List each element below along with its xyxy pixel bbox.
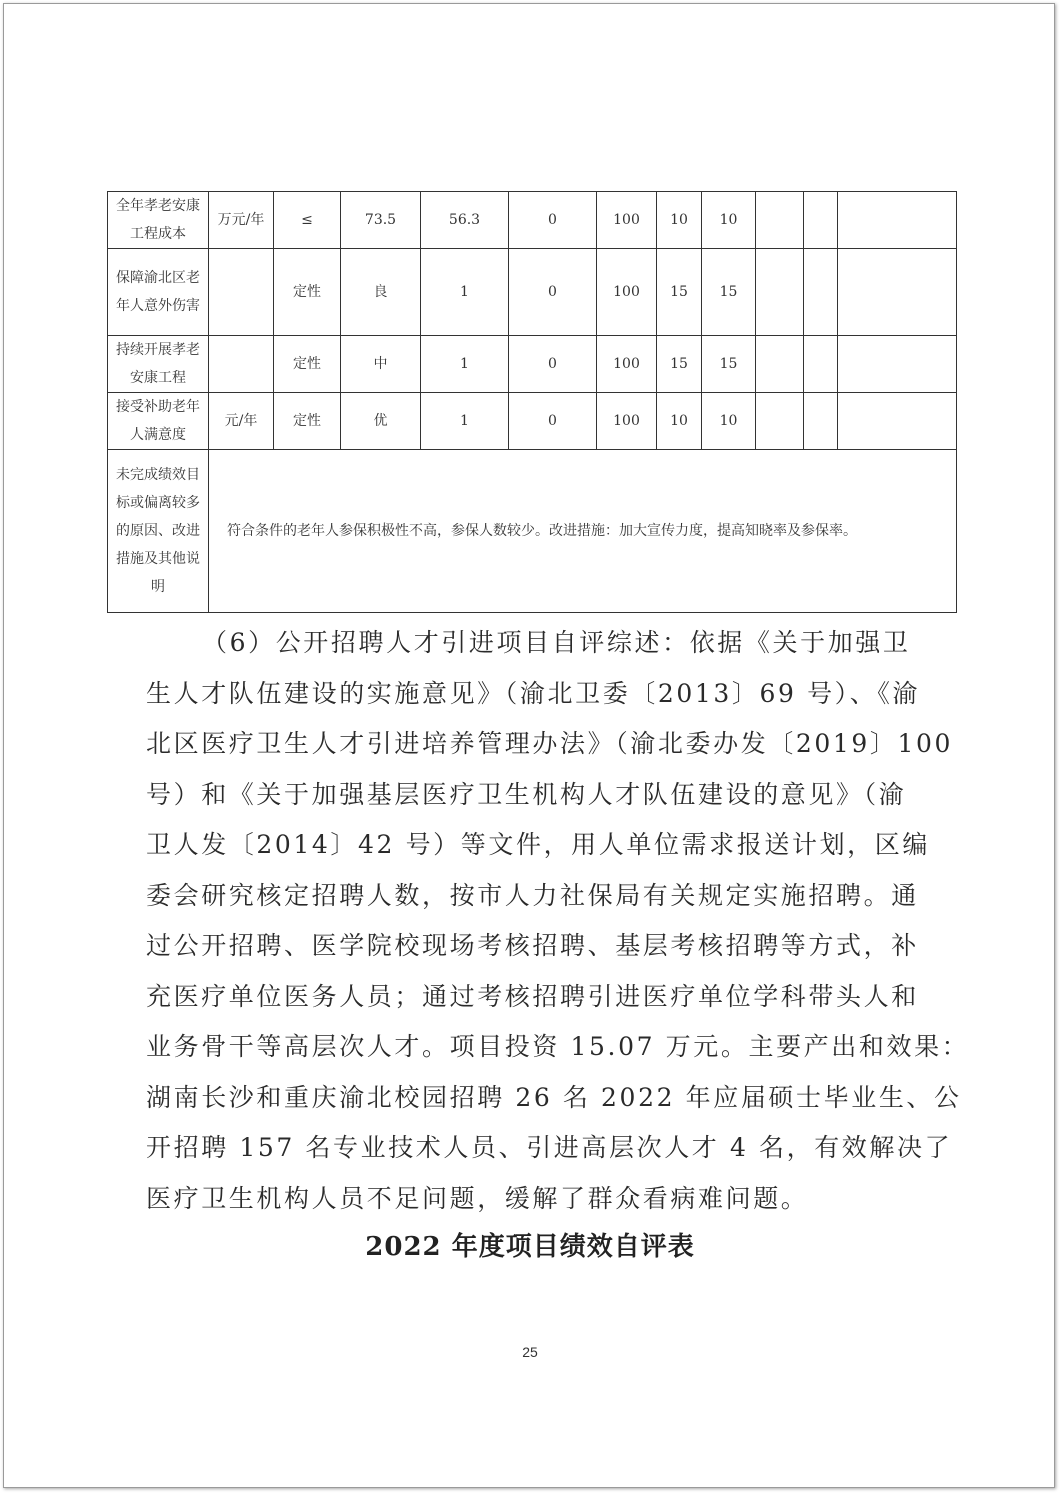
body-line: 号）和《关于加强基层医疗卫生机构人才队伍建设的意见》（渝 bbox=[146, 779, 907, 809]
table-cell-name: 保障渝北区老年人意外伤害 bbox=[108, 249, 209, 336]
table-cell-c5: 0 bbox=[509, 393, 597, 450]
table-cell-c6: 100 bbox=[597, 249, 657, 336]
table-cell-c6: 100 bbox=[597, 336, 657, 393]
note-label: 未完成绩效目标或偏离较多的原因、改进措施及其他说明 bbox=[108, 450, 209, 613]
table-cell-actual: 56.3 bbox=[421, 192, 509, 249]
body-line: 湖南长沙和重庆渝北校园招聘 26 名 2022 年应届硕士毕业生、公 bbox=[146, 1082, 962, 1112]
body-line: 医疗卫生机构人员不足问题，缓解了群众看病难问题。 bbox=[146, 1183, 809, 1213]
table-cell-c7: 10 bbox=[657, 393, 702, 450]
table-row-note bbox=[108, 450, 957, 613]
table-cell-unit bbox=[209, 249, 274, 336]
table-cell-op: 定性 bbox=[274, 393, 341, 450]
body-line: 卫人发〔2014〕42 号）等文件，用人单位需求报送计划，区编 bbox=[146, 830, 930, 859]
table-cell-unit: 万元/年 bbox=[209, 192, 274, 249]
table-cell-name: 持续开展孝老安康工程 bbox=[108, 336, 209, 393]
body-line: 过公开招聘、医学院校现场考核招聘、基层考核招聘等方式，补 bbox=[146, 931, 919, 960]
table-cell-name: 接受补助老年人满意度 bbox=[108, 393, 209, 450]
table-cell-c10 bbox=[804, 192, 838, 249]
table-cell-c9 bbox=[756, 393, 804, 450]
table-body bbox=[108, 192, 957, 613]
table-cell-c7: 15 bbox=[657, 336, 702, 393]
table-cell-name: 全年孝老安康工程成本 bbox=[108, 192, 209, 249]
table-cell-c7: 15 bbox=[657, 249, 702, 336]
table-cell-c7: 10 bbox=[657, 192, 702, 249]
table-cell-actual: 1 bbox=[421, 393, 509, 450]
table-cell-c9 bbox=[756, 336, 804, 393]
table-cell-c8: 10 bbox=[702, 393, 756, 450]
table-cell-target: 良 bbox=[341, 249, 421, 336]
body-line: 北区医疗卫生人才引进培养管理办法》（渝北委办发〔2019〕100 bbox=[146, 729, 954, 758]
table-cell-actual: 1 bbox=[421, 249, 509, 336]
body-line: 业务骨干等高层次人才。项目投资 15.07 万元。主要产出和效果： bbox=[146, 1032, 970, 1061]
table-cell-target: 中 bbox=[341, 336, 421, 393]
page-number: 25 bbox=[522, 1344, 538, 1360]
table-cell-c5: 0 bbox=[509, 336, 597, 393]
table-cell-target: 优 bbox=[341, 393, 421, 450]
body-line: 充医疗单位医务人员；通过考核招聘引进医疗单位学科带头人和 bbox=[146, 981, 919, 1011]
body-line: （6）公开招聘人才引进项目自评综述：依据《关于加强卫 bbox=[202, 628, 911, 657]
section-title: 2022 年度项目绩效自评表 bbox=[365, 1232, 695, 1262]
body-line: 生人才队伍建设的实施意见》（渝北卫委〔2013〕69 号）、《渝 bbox=[146, 678, 921, 708]
table-cell-c8: 10 bbox=[702, 192, 756, 249]
table-cell-op: 定性 bbox=[274, 336, 341, 393]
table-cell-unit: 元/年 bbox=[209, 393, 274, 450]
table-cell-op: ≤ bbox=[274, 192, 341, 249]
note-text: 符合条件的老年人参保积极性不高，参保人数较少。改进措施：加大宣传力度，提高知晓率及参保率。 bbox=[209, 450, 957, 613]
table-cell-c10 bbox=[804, 249, 838, 336]
table-cell-op: 定性 bbox=[274, 249, 341, 336]
table-row bbox=[108, 192, 957, 249]
table-cell-c8: 15 bbox=[702, 249, 756, 336]
table-cell-c11 bbox=[838, 336, 957, 393]
table-cell-c11 bbox=[838, 192, 957, 249]
document-page bbox=[3, 3, 1055, 1488]
table-cell-c11 bbox=[838, 393, 957, 450]
table-cell-c6: 100 bbox=[597, 393, 657, 450]
performance-table bbox=[107, 191, 957, 613]
table-cell-target: 73.5 bbox=[341, 192, 421, 249]
table-cell-c10 bbox=[804, 336, 838, 393]
table-cell-c8: 15 bbox=[702, 336, 756, 393]
table-cell-actual: 1 bbox=[421, 336, 509, 393]
table-cell-c5: 0 bbox=[509, 192, 597, 249]
table-row bbox=[108, 393, 957, 450]
table-cell-c11 bbox=[838, 249, 957, 336]
body-line: 委会研究核定招聘人数，按市人力社保局有关规定实施招聘。通 bbox=[146, 880, 919, 910]
table-row bbox=[108, 249, 957, 336]
table-cell-c9 bbox=[756, 249, 804, 336]
table-cell-c5: 0 bbox=[509, 249, 597, 336]
table-cell-c9 bbox=[756, 192, 804, 249]
body-line: 开招聘 157 名专业技术人员、引进高层次人才 4 名，有效解决了 bbox=[146, 1133, 953, 1162]
table-cell-unit bbox=[209, 336, 274, 393]
body-paragraph bbox=[146, 618, 970, 1224]
table-row bbox=[108, 336, 957, 393]
table-cell-c10 bbox=[804, 393, 838, 450]
table-cell-c6: 100 bbox=[597, 192, 657, 249]
